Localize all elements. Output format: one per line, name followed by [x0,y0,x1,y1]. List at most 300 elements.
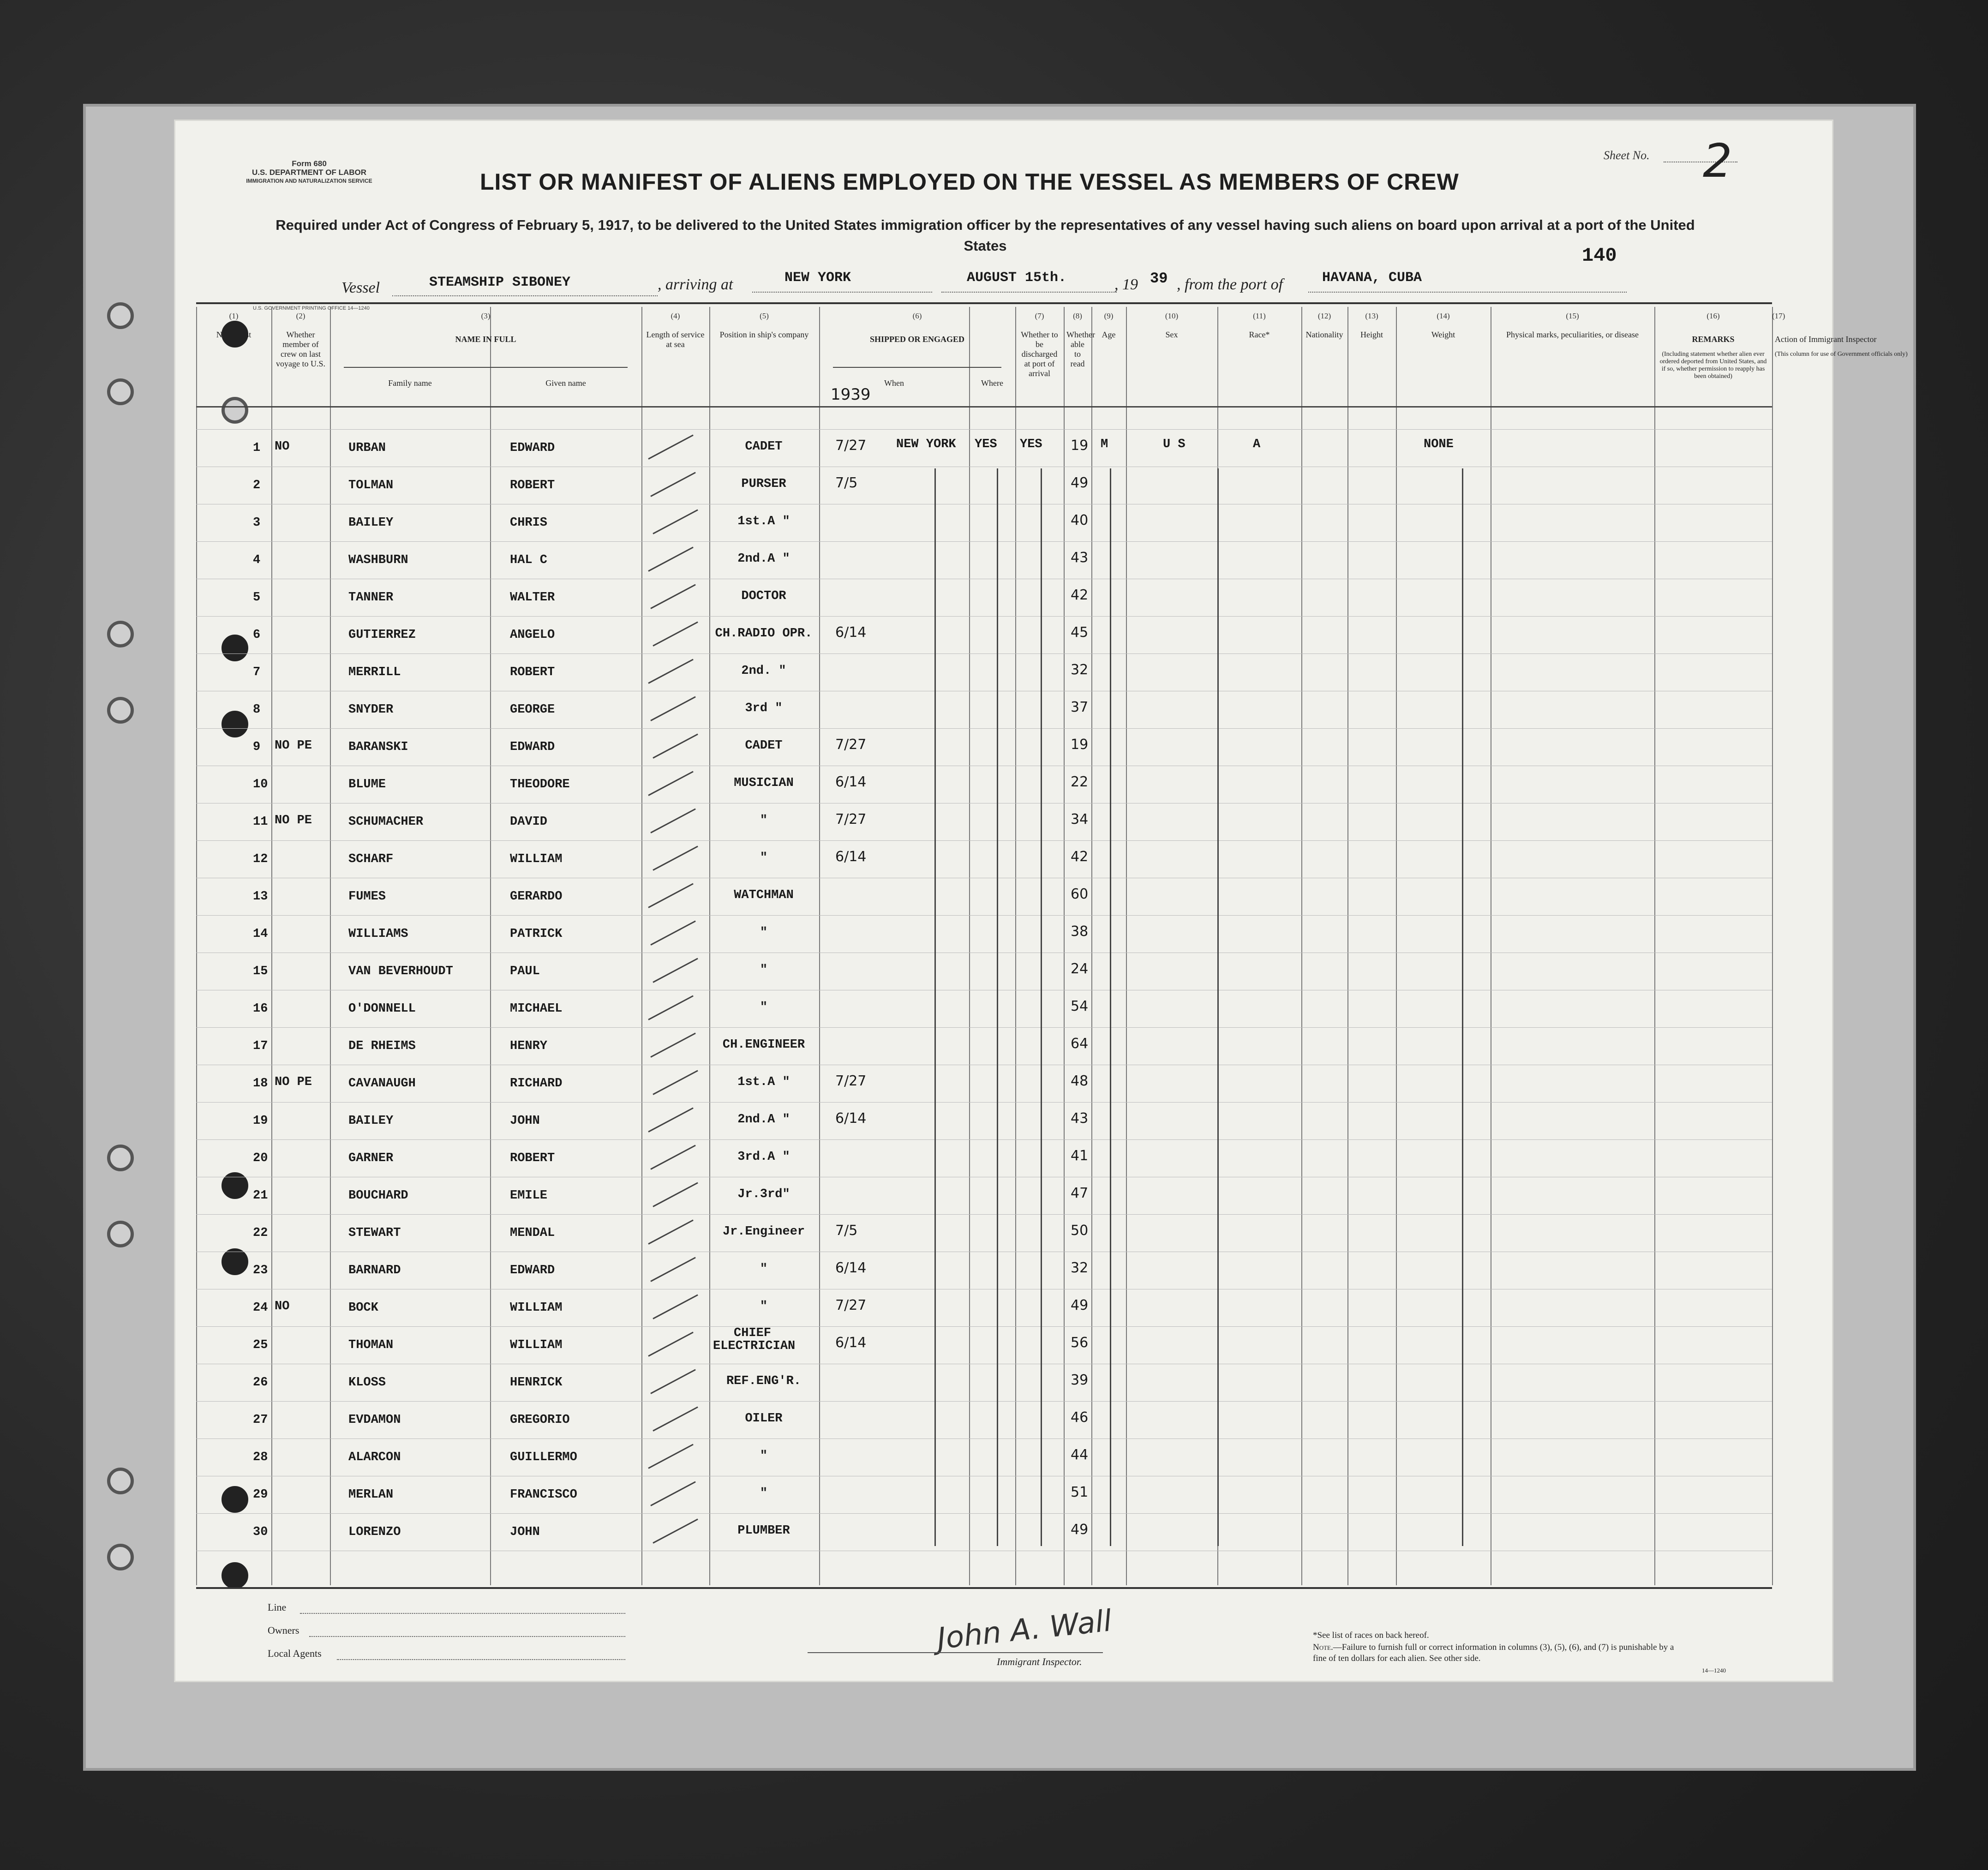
row-rule [196,1401,1772,1402]
given-name: WALTER [510,591,555,605]
position: " [760,1262,768,1276]
note-label: Note. [1313,1642,1333,1652]
column-number: (15) [1566,312,1579,320]
column-header: Position in ship's company [719,330,809,339]
arrival-year: 39 [1150,270,1168,287]
ditto-line-where [934,468,936,1546]
punch-hole [107,378,134,405]
row-number: 27 [253,1413,268,1427]
position: Jr.Engineer [722,1225,805,1239]
family-name: BOUCHARD [348,1189,408,1203]
shipped-when: 6/14 [835,849,867,865]
shipped-when: 7/27 [835,438,867,454]
family-name: ALARCON [348,1450,401,1464]
printer-mark: U.S. GOVERNMENT PRINTING OFFICE 14—1240 [253,306,370,311]
row-number: 9 [253,740,261,754]
column-number: (7) [1035,312,1044,320]
given-name: GERARDO [510,890,563,904]
arriving-line [752,292,932,293]
given-name: MICHAEL [510,1002,563,1016]
row-number: 19 [253,1114,268,1128]
arrival-date: AUGUST 15th. [967,270,1067,286]
form-number: Form 680 [292,159,327,168]
shipped-when: 7/5 [835,475,858,491]
shipped-where: NEW YORK [896,438,956,451]
row-rule [196,915,1772,916]
shipped-when: 7/27 [835,737,867,753]
given-name: WILLIAM [510,1338,563,1352]
ditto-line-read [1041,468,1042,1546]
row-number: 7 [253,665,261,679]
column-number: (14) [1437,312,1450,320]
column-header: Physical marks, peculiarities, or disease [1506,330,1639,339]
row-number: 23 [253,1264,268,1277]
local-agents-label: Local Agents [268,1648,322,1659]
column-header: NAME IN FULL [455,335,516,344]
row-number: 3 [253,516,261,530]
form-identifier [235,159,383,186]
column-divider [271,307,272,1585]
family-name: WILLIAMS [348,927,408,941]
race-note: *See list of races on back hereof. [1313,1630,1429,1640]
given-name: DAVID [510,815,548,829]
column-divider [330,307,331,1585]
row-number: 26 [253,1376,268,1390]
date-line [941,292,1117,293]
sheet-number: 2 [1703,134,1732,188]
row-rule [196,728,1772,729]
given-name: ROBERT [510,665,555,679]
column-divider [1091,307,1092,1585]
column-divider [1064,307,1065,1585]
vessel-line [392,295,658,296]
family-name: EVDAMON [348,1413,401,1427]
age: 40 [1071,512,1089,528]
department-name: U.S. DEPARTMENT OF LABOR [251,168,367,177]
age: 38 [1071,923,1089,940]
punch-hole [107,1221,134,1247]
row-rule [196,1027,1772,1028]
column-divider [709,307,710,1585]
row-number: 4 [253,553,261,567]
column-header: Weight [1431,330,1455,339]
column-subheader: Where [981,378,1003,388]
column-subheader: Given name [545,378,586,388]
row-number: 29 [253,1488,268,1502]
manifest-table [196,302,1772,1589]
row-number: 8 [253,703,261,717]
column-header: Whether to be discharged at port of arrival [1021,330,1058,378]
last-voyage: NO [275,1300,290,1313]
position: 2nd.A " [737,1113,790,1127]
row-number: 10 [253,778,268,791]
column-number: (8) [1073,312,1082,320]
age: 19 [1071,737,1089,753]
family-name: TOLMAN [348,479,394,492]
age: 49 [1071,1297,1089,1313]
column-header: Nationality [1305,330,1343,339]
row-number: 24 [253,1301,268,1315]
age: 54 [1071,998,1089,1014]
column-note: (This column for use of Government officials only) [1775,351,1908,358]
age: 56 [1071,1335,1089,1351]
column-subheader: When [884,378,904,388]
given-name: GUILLERMO [510,1450,577,1464]
given-name: WILLIAM [510,852,563,866]
discharged: YES [975,438,997,451]
column-divider [1347,307,1348,1585]
given-name: HAL C [510,553,548,567]
given-name: EDWARD [510,740,555,754]
ditto-line-sex [1110,468,1111,1546]
family-name: THOMAN [348,1338,394,1352]
column-number: (11) [1253,312,1266,320]
able-to-read: YES [1020,438,1042,451]
given-name: FRANCISCO [510,1488,577,1502]
shipped-when: 7/27 [835,811,867,827]
age: 50 [1071,1223,1089,1239]
given-name: HENRY [510,1039,548,1053]
column-divider [1126,307,1127,1585]
row-rule [196,840,1772,841]
shipped-when: 7/27 [835,1073,867,1089]
given-name: MENDAL [510,1226,555,1240]
row-rule [196,1438,1772,1439]
age: 44 [1071,1447,1089,1463]
row-rule [196,429,1772,430]
nationality: A [1253,438,1261,451]
row-number: 21 [253,1189,268,1203]
row-rule [196,1326,1772,1327]
column-divider [196,307,197,1585]
column-header: SHIPPED OR ENGAGED [869,335,965,344]
column-header: Length of service at sea [646,330,705,349]
row-rule [196,1214,1772,1215]
family-name: MERRILL [348,665,401,679]
position: CHIEF [734,1326,772,1340]
row-number: 16 [253,1002,268,1016]
position: PURSER [741,477,786,491]
column-divider [1015,307,1016,1585]
punch-hole [107,621,134,647]
column-number: (3) [481,312,491,320]
column-note: (Including statement whether alien ever ordered deported from United States, and if so, whether permission to reapply has been obtained) [1659,351,1767,380]
given-name: GEORGE [510,703,555,717]
row-number: 15 [253,965,268,978]
column-header: Race* [1249,330,1270,339]
given-name: CHRIS [510,516,548,530]
port-line [1308,292,1627,293]
service-name: IMMIGRATION AND NATURALIZATION SERVICE [246,178,372,184]
row-number: 11 [253,815,268,829]
family-name: VAN BEVERHOUDT [348,965,453,978]
given-name: ANGELO [510,628,555,642]
fine-note [1313,1642,1682,1664]
race: U S [1163,438,1186,451]
local-agents-field [337,1659,625,1660]
given-name: JOHN [510,1114,540,1128]
physical-marks: NONE [1424,438,1454,451]
given-name: HENRICK [510,1376,563,1390]
age: 37 [1071,699,1089,715]
age: 45 [1071,624,1089,641]
column-number: (12) [1317,312,1331,320]
given-name: ROBERT [510,479,555,492]
stamp-number: 140 [1582,245,1617,267]
arriving-port: NEW YORK [784,270,851,286]
column-header: Whether member of crew on last voyage to U.S. [276,330,325,368]
age: 41 [1071,1148,1089,1164]
shipped-when: 7/27 [835,1297,867,1313]
page-title: LIST OR MANIFEST OF ALIENS EMPLOYED ON THE VESSEL AS MEMBERS OF CREW [480,169,1459,195]
position: WATCHMAN [734,888,794,902]
last-voyage: NO PE [275,814,312,827]
shipped-when: 6/14 [835,774,867,790]
age: 47 [1071,1185,1089,1201]
position: 3rd.A " [737,1150,790,1164]
subheader-rule [833,367,1001,368]
owners-label: Owners [268,1624,299,1636]
position: " [760,926,768,940]
page-subtitle: Required under Act of Congress of February 5, 1917, to be delivered to the United States immigration officer by the representatives of any vessel having such aliens on board upon arrival at a port of the United States [275,217,1695,254]
given-name: EMILE [510,1189,548,1203]
row-number: 20 [253,1151,268,1165]
family-name: BLUME [348,778,386,791]
column-number: (9) [1104,312,1114,320]
given-name: PATRICK [510,927,563,941]
position: ELECTRICIAN [713,1339,796,1353]
family-name: SCHUMACHER [348,815,424,829]
last-voyage: NO PE [275,739,312,753]
position: " [760,1001,768,1014]
age: 39 [1071,1372,1089,1388]
vessel-name: STEAMSHIP SIBONEY [429,275,571,290]
shipped-when: 6/14 [835,624,867,641]
column-number: (16) [1707,312,1720,320]
age: 64 [1071,1036,1089,1052]
ditto-line-race [1217,468,1219,1546]
column-header: Action of Immigrant Inspector [1775,335,1877,344]
sheet-label: Sheet No. [1604,149,1650,162]
family-name: CAVANAUGH [348,1077,416,1091]
row-number: 6 [253,628,261,642]
subheader-rule [344,367,628,368]
row-number: 30 [253,1525,268,1539]
age: 43 [1071,550,1089,566]
age: 48 [1071,1073,1089,1089]
row-number: 22 [253,1226,268,1240]
age: 24 [1071,961,1089,977]
line-field [300,1613,625,1614]
position: CH.ENGINEER [722,1038,805,1052]
family-name: GARNER [348,1151,394,1165]
row-number: 12 [253,852,268,866]
position: PLUMBER [737,1524,790,1538]
family-name: WASHBURN [348,553,408,567]
column-header: No. on list [216,330,251,339]
row-number: 1 [253,441,261,455]
inspector-label: Immigrant Inspector. [997,1656,1082,1667]
column-divider [969,307,970,1585]
column-divider [1772,307,1773,1585]
age: 42 [1071,849,1089,865]
family-name: BOCK [348,1301,378,1315]
family-name: URBAN [348,441,386,455]
family-name: BAILEY [348,1114,394,1128]
family-name: BAILEY [348,516,394,530]
family-name: SCHARF [348,852,394,866]
column-divider [641,307,642,1585]
family-name: SNYDER [348,703,394,717]
note-text: —Failure to furnish full or correct information in columns (3), (5), (6), and (7) is punishable by a fine of ten dollars for each alien. See other side. [1313,1642,1674,1663]
row-number: 17 [253,1039,268,1053]
row-rule [196,616,1772,617]
family-name: LORENZO [348,1525,401,1539]
when-year: 1939 [831,385,871,404]
column-header: REMARKS [1692,335,1735,344]
family-name: TANNER [348,591,394,605]
printer-code: 14—1240 [1702,1667,1726,1674]
punch-hole [107,302,134,329]
position: REF.ENG'R. [726,1374,802,1388]
family-name: GUTIERREZ [348,628,416,642]
column-divider [819,307,820,1585]
age: 34 [1071,811,1089,827]
row-number: 25 [253,1338,268,1352]
age: 22 [1071,774,1089,790]
row-rule [196,653,1772,654]
column-divider [1396,307,1397,1585]
family-name: MERLAN [348,1488,394,1502]
position: CADET [745,739,783,753]
row-number: 2 [253,479,261,492]
position: 2nd. " [741,664,786,678]
age: 42 [1071,587,1089,603]
age: 46 [1071,1409,1089,1426]
age: 43 [1071,1110,1089,1127]
column-divider [1654,307,1655,1585]
column-header: Whether able to read [1066,330,1095,368]
given-name: PAUL [510,965,540,978]
given-name: THEODORE [510,778,570,791]
row-number: 13 [253,890,268,904]
column-number: (2) [296,312,305,320]
last-voyage: NO PE [275,1075,312,1089]
punch-hole [107,1544,134,1570]
family-name: DE RHEIMS [348,1039,416,1053]
position: " [760,1486,768,1500]
given-name: WILLIAM [510,1301,563,1315]
position: MUSICIAN [734,776,794,790]
age: 19 [1071,438,1089,454]
age: 49 [1071,1522,1089,1538]
age: 32 [1071,662,1089,678]
position: OILER [745,1412,783,1426]
line-label: Line [268,1601,287,1613]
position: CH.RADIO OPR. [715,627,813,641]
column-subheader: Family name [388,378,432,388]
column-number: (4) [671,312,680,320]
column-number: (10) [1165,312,1179,320]
position: 2nd.A " [737,552,790,566]
position: " [760,851,768,865]
given-name: RICHARD [510,1077,563,1091]
family-name: KLOSS [348,1376,386,1390]
row-rule [196,541,1772,542]
position: " [760,1300,768,1313]
row-number: 5 [253,591,261,605]
column-number: (5) [760,312,769,320]
shipped-when: 6/14 [835,1335,867,1351]
position: DOCTOR [741,589,786,603]
family-name: BARNARD [348,1264,401,1277]
arriving-label: , arriving at [658,276,733,293]
shipped-when: 6/14 [835,1260,867,1276]
given-name: GREGORIO [510,1413,570,1427]
punch-hole [107,1468,134,1494]
row-number: 28 [253,1450,268,1464]
position: Jr.3rd" [737,1187,790,1201]
age: 60 [1071,886,1089,902]
vessel-label: Vessel [341,279,380,296]
row-rule [196,1102,1772,1103]
row-number: 18 [253,1077,268,1091]
signature-line [808,1652,1103,1653]
position: " [760,963,768,977]
header-rule [196,406,1772,408]
column-header: Sex [1165,330,1178,339]
age: 49 [1071,475,1089,491]
column-number: (1) [229,312,239,320]
column-number: (13) [1365,312,1378,320]
family-name: BARANSKI [348,740,408,754]
row-rule [196,1513,1772,1514]
shipped-when: 7/5 [835,1223,858,1239]
inspector-signature: John A. Wall [935,1604,1114,1656]
position: 1st.A " [737,1075,790,1089]
column-header: Age [1102,330,1116,339]
position: CADET [745,440,783,454]
column-header: Height [1360,330,1383,339]
position: " [760,814,768,827]
age: 51 [1071,1484,1089,1500]
from-port-label: , from the port of [1177,276,1283,293]
ditto-line-marks [1462,468,1463,1546]
last-voyage: NO [275,440,290,454]
family-name: STEWART [348,1226,401,1240]
column-divider [490,307,491,1585]
ditto-line-discharged [997,468,998,1546]
column-number: (6) [912,312,922,320]
year-prefix: , 19 [1114,276,1138,293]
punch-hole [107,1145,134,1171]
sex: M [1101,438,1108,451]
departure-port: HAVANA, CUBA [1322,270,1422,286]
position: " [760,1449,768,1463]
age: 32 [1071,1260,1089,1276]
owners-field [309,1636,625,1637]
row-number: 14 [253,927,268,941]
given-name: JOHN [510,1525,540,1539]
given-name: EDWARD [510,441,555,455]
family-name: O'DONNELL [348,1002,416,1016]
column-number: (17) [1772,312,1785,320]
punch-hole [107,697,134,724]
given-name: EDWARD [510,1264,555,1277]
shipped-when: 6/14 [835,1110,867,1127]
position: 1st.A " [737,515,790,528]
row-rule [196,1139,1772,1140]
